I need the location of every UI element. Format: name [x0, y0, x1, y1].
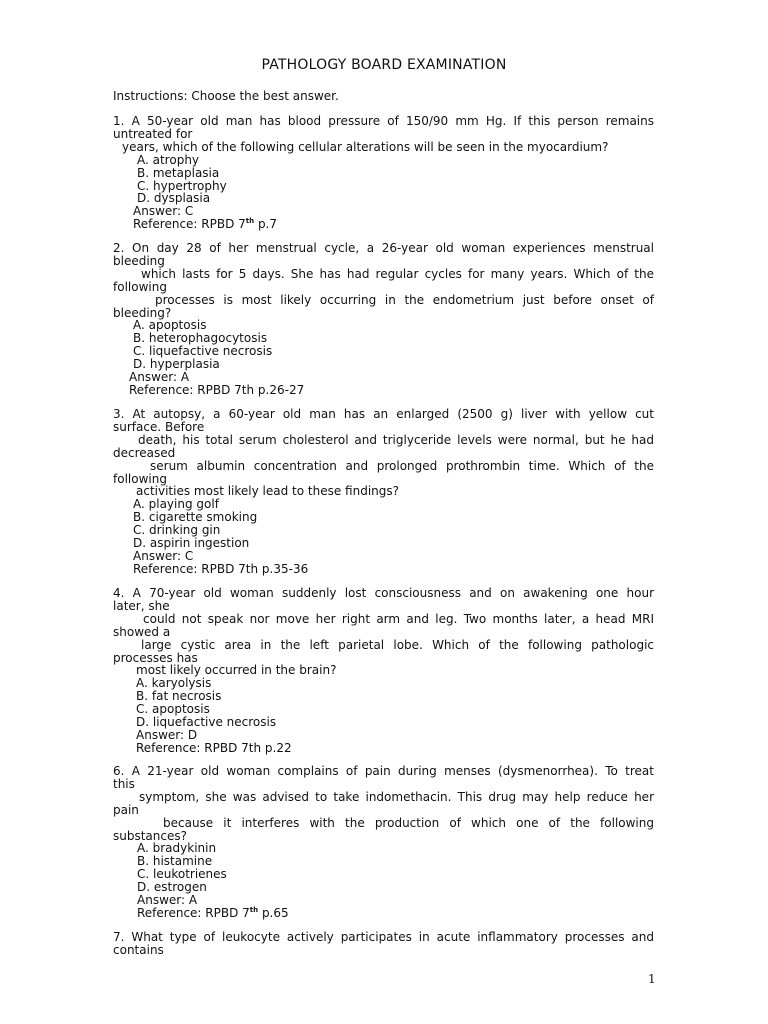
question-text-line: decreased	[113, 445, 176, 460]
question-4	[113, 587, 654, 755]
question-text-line: showed a	[113, 624, 171, 639]
option-b: B. heterophagocytosis	[133, 331, 268, 346]
question-7	[113, 931, 654, 957]
page-title: PATHOLOGY BOARD EXAMINATION	[261, 57, 507, 73]
question-6	[113, 765, 654, 920]
question-3	[113, 408, 654, 576]
answer: Answer: D	[136, 727, 198, 742]
question-text-line: bleeding	[113, 253, 165, 268]
question-text-line: 3. At autopsy, a 60-year old man has an enlarged (2500 g) liver with yellow cut	[113, 407, 654, 421]
instructions: Instructions: Choose the best answer.	[113, 89, 339, 103]
question-text-line: activities most likely lead to these findings?	[136, 484, 400, 499]
option-c: C. apoptosis	[136, 702, 210, 717]
option-b: B. metaplasia	[137, 165, 220, 180]
question-text-line: symptom, she was advised to take indomethacin. This drug may help reduce her	[139, 789, 654, 804]
option-c: C. drinking gin	[133, 523, 221, 538]
question-text-line: most likely occurred in the brain?	[136, 663, 337, 678]
option-a: A. bradykinin	[137, 841, 217, 856]
question-text-line: processes has	[113, 650, 198, 665]
reference: Reference: RPBD 7th p.7	[133, 217, 278, 232]
question-text-line: contains	[113, 942, 164, 957]
option-c: C. hypertrophy	[137, 178, 227, 193]
option-d: D. aspirin ingestion	[133, 536, 250, 551]
reference: Reference: RPBD 7th p.35-36	[133, 561, 309, 576]
option-d: D. hyperplasia	[133, 357, 220, 372]
question-text-line: which lasts for 5 days. She has had regular cycles for many years. Which of the	[141, 266, 654, 281]
question-text-line: serum albumin concentration and prolonged prothrombin time. Which of the	[150, 458, 654, 473]
option-b: B. cigarette smoking	[133, 510, 258, 525]
question-text-line: untreated for	[113, 126, 193, 141]
question-text-line: 6. A 21-year old woman complains of pain during menses (dysmenorrhea). To treat	[113, 764, 654, 778]
option-c: C. liquefactive necrosis	[133, 344, 273, 359]
question-text-line: 1. A 50-year old man has blood pressure of 150/90 mm Hg. If this person remains	[113, 114, 654, 128]
question-text-line: large cystic area in the left parietal lobe. Which of the following pathologic	[141, 637, 654, 652]
reference: Reference: RPBD 7th p.22	[136, 740, 292, 755]
question-text-line: following	[113, 471, 167, 486]
reference: Reference: RPBD 7th p.65	[137, 905, 289, 920]
question-text-line: processes is most likely occurring in the endometrium just before onset of	[155, 292, 654, 307]
answer: Answer: A	[137, 893, 198, 908]
question-text-line: 2. On day 28 of her menstrual cycle, a 26-year old woman experiences menstrual	[113, 241, 654, 255]
question-text-line: death, his total serum cholesterol and triglyceride levels were normal, but he had	[138, 432, 654, 447]
reference: Reference: RPBD 7th p.26-27	[129, 382, 305, 397]
question-text-line: could not speak nor move her right arm and leg. Two months later, a head MRI	[143, 611, 654, 626]
question-text-line: because it interferes with the production of which one of the following	[163, 815, 654, 830]
option-a: A. atrophy	[137, 152, 200, 167]
option-a: A. apoptosis	[133, 318, 207, 333]
question-text-line: substances?	[113, 828, 187, 843]
question-text-line: surface. Before	[113, 419, 205, 434]
option-d: D. dysplasia	[137, 191, 211, 206]
question-text-line: pain	[113, 802, 139, 817]
answer: Answer: C	[133, 204, 194, 219]
option-b: B. fat necrosis	[136, 689, 222, 704]
option-d: D. estrogen	[137, 880, 207, 895]
question-1	[113, 115, 654, 231]
question-text-line: 7. What type of leukocyte actively participates in acute inflammatory processes and	[113, 930, 654, 944]
question-text-line: years, which of the following cellular alterations will be seen in the myocardium?	[122, 139, 609, 154]
question-text-line: later, she	[113, 598, 170, 613]
option-d: D. liquefactive necrosis	[136, 715, 277, 730]
option-b: B. histamine	[137, 854, 213, 869]
answer: Answer: A	[129, 370, 190, 385]
question-text-line: 4. A 70-year old woman suddenly lost consciousness and on awakening one hour	[113, 586, 654, 600]
option-c: C. leukotrienes	[137, 867, 227, 882]
option-a: A. playing golf	[133, 497, 219, 512]
answer: Answer: C	[133, 548, 194, 563]
page-number: 1	[648, 972, 656, 986]
question-text-line: following	[113, 279, 167, 294]
question-text-line: this	[113, 776, 135, 791]
question-2	[113, 242, 654, 397]
question-text-line: bleeding?	[113, 305, 172, 320]
option-a: A. karyolysis	[136, 676, 212, 691]
